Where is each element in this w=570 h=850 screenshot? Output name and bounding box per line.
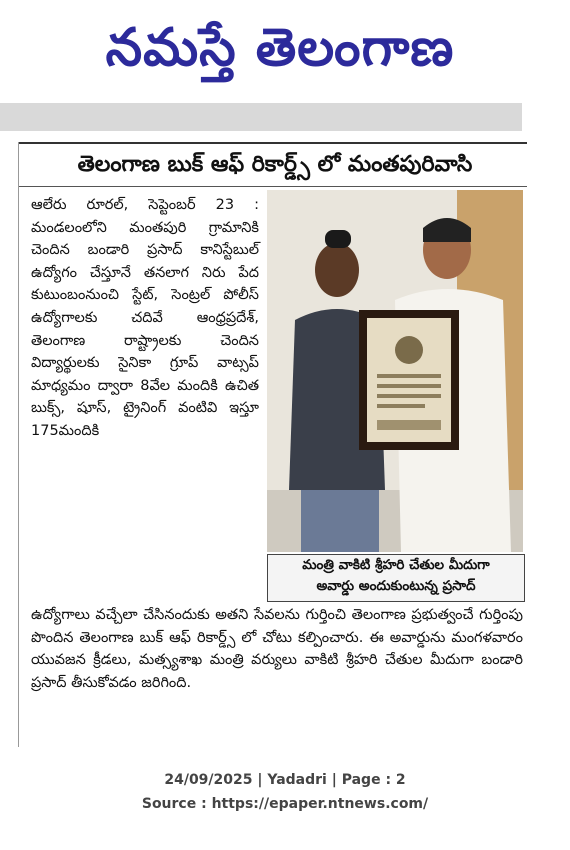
article-column-text [31, 194, 259, 443]
article-full-width-text: ఉద్యోగాలు వచ్చేలా చేసినందుకు అతని సేవలను గుర్తించి తెలంగాణ ప్రభుత్వంచే గుర్తింపు పొందిన తెలంగాణ బుక్ ఆఫ్ రికార్డ్స్ లో చోటు కల్పించారు. ఈ అవార్డును మంగళవారం యువజన క్రీడలు, మత్స్యశాఖ మంత్రి వర్యులు వాకిటి శ్రీహరి చేతుల మీదుగా బండారి ప్రసాద్ తీసుకోవడం జరిగింది. [31, 607, 523, 691]
article-headline: తెలంగాణ బుక్ ఆఫ్ రికార్డ్స్ లో మంతపురివాసి [77, 152, 473, 177]
masthead [0, 0, 570, 100]
photo-caption [267, 554, 525, 602]
edition-info: 24/09/2025 | Yadadri | Page : 2 [164, 772, 406, 788]
source-link[interactable]: Source : https://epaper.ntnews.com/ [141, 796, 429, 812]
award-photo-illustration [267, 190, 523, 552]
article-top-rule [19, 142, 527, 144]
caption-line-1: మంత్రి వాకిటి శ్రీహరి చేతుల మీదుగా [302, 557, 490, 573]
page-footer [0, 768, 570, 816]
caption-line-2: అవార్డు అందుకుంటున్న ప్రసాద్ [316, 578, 476, 594]
article-paragraph-start: ఆలేరు రూరల్, సెప్టెంబర్ 23 : మండలంలోని మంతపురి గ్రామానికి చెందిన బండారి ప్రసాద్ కానిస్టేబుల్ ఉద్యోగం చేస్తూనే తనలాగ నిరు పేద కుటుంబంనుంచి స్టేట్, సెంట్రల్ పోలీస్ ఉద్యోగాలకు చదివే ఆంధ్రప్రదేశ్, తెలంగాణ రాష్ట్రాలకు చెందిన విద్యార్థులకు సైనికా గ్రూప్ వాట్సప్ మాధ్యమం ద్వారా 8వేల మందికి ఉచిత బుక్స్, షూస్, ట్రైనింగ్ వంటివి ఇస్తూ 175మందికి [31, 197, 259, 439]
header-band [0, 103, 522, 131]
headline-divider [19, 186, 527, 187]
news-article [18, 142, 527, 747]
award-photo [267, 190, 523, 552]
newspaper-title: నమస్తే తెలంగాణ [105, 18, 455, 78]
